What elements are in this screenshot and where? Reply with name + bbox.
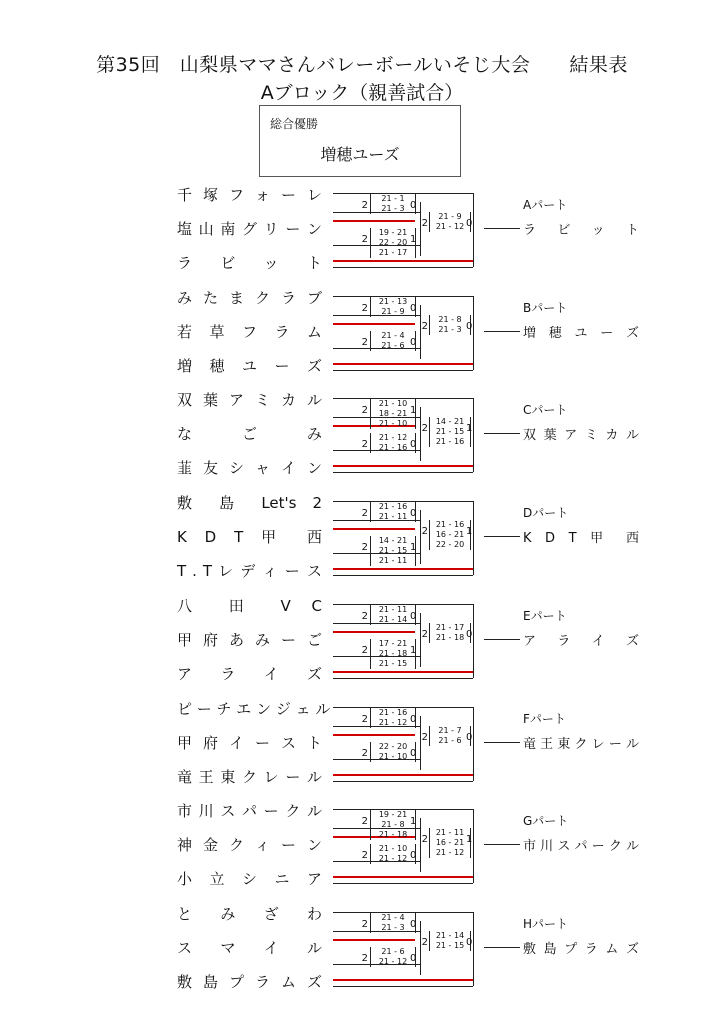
set-score: 17 - 21 [378,638,408,648]
set-score: 21 - 14 [435,930,465,940]
final-set-scores [429,623,471,643]
set-score: 21 - 12 [378,433,408,443]
part-winner: ア ラ イ ズ [523,633,639,649]
set-score: 21 - 13 [378,296,408,306]
team-name: 塩 山 南 グ リ ー ン [177,220,322,238]
match1-sets-lost: 0 [410,713,417,725]
bracket-line [420,305,421,359]
bracket-line [473,398,474,472]
match2-sets-lost: 1 [410,234,417,245]
set-score: 18 - 21 [378,409,408,419]
set-score: 21 - 11 [378,604,408,614]
match1-sets-lost: 1 [410,816,417,828]
bracket-line [420,716,421,770]
final-sets-won: 2 [421,218,428,229]
match1-sets-lost: 0 [410,508,417,520]
page-subtitle: Aブロック（親善試合） [260,82,464,104]
set-score: 21 - 4 [381,912,405,922]
bracket-line [473,501,474,575]
winner-connector [484,331,520,332]
part-label: Fパート [523,711,566,726]
match1-sets-won: 2 [361,200,368,211]
set-score: 19 - 21 [378,228,408,237]
set-score: 21 - 15 [435,427,465,437]
final-set-scores [429,828,471,858]
winner-connector [484,947,520,948]
set-score: 21 - 8 [438,314,462,324]
team-name: 市 川 ス パ ー ク ル [177,802,322,821]
set-score: 19 - 21 [378,810,408,820]
bracket-line [333,883,473,884]
set-score: 21 - 10 [378,399,408,409]
result-mark [333,528,415,530]
match2-sets-won: 2 [361,850,368,862]
team-name: 八 田 V C [177,596,322,615]
final-set-scores [429,315,471,335]
final-sets-lost: 1 [466,526,473,538]
final-sets-lost: 0 [466,320,473,332]
set-score: 21 - 17 [378,248,408,257]
set-score: 21 - 16 [435,437,465,447]
result-mark [333,734,415,736]
winner-connector [484,742,520,743]
set-score: 21 - 9 [381,306,405,316]
set-score: 21 - 12 [378,854,408,864]
set-score: 21 - 7 [438,725,462,735]
team-name: み た ま ク ラ ブ [177,288,322,307]
match1-sets-won: 2 [361,302,368,314]
team-name: 韮 友 シ ャ イ ン [177,459,322,478]
final-set-scores [429,726,471,746]
part-label: Aパート [523,198,568,212]
match1-sets-won: 2 [361,508,368,520]
set-score: 16 - 21 [435,838,465,848]
bracket-line [333,472,473,473]
set-score: 21 - 11 [378,512,408,522]
winner-connector [484,536,520,537]
set-score: 21 - 3 [381,922,405,932]
match1-sets-lost: 0 [410,610,417,622]
match2-sets-lost: 0 [410,952,417,964]
part-label: Bパート [523,300,568,315]
match2-sets-won: 2 [361,234,368,245]
team-name: な ご み [177,425,322,444]
team-name: ラ ビ ッ ト [177,254,322,272]
bracket-line [333,370,473,371]
result-mark [333,220,415,222]
winner-connector [484,639,520,640]
team-name: ピ ー チ エ ン ジ ェ ル [177,699,331,718]
bracket-line [473,296,474,370]
match1-sets-won: 2 [361,816,368,828]
set-score: 21 - 12 [435,222,465,231]
bracket-line [473,912,474,986]
match1-sets-lost: 0 [410,918,417,930]
bracket-line [473,193,474,267]
final-sets-lost: 1 [466,423,473,435]
part-winner: 竜 王 東 ク レ ー ル [523,736,639,752]
final-sets-won: 2 [421,731,428,743]
team-name: 千 塚 フ ォ ー レ [177,186,322,204]
final-sets-won: 2 [421,834,428,846]
result-mark [333,939,415,941]
set-score: 21 - 3 [381,204,405,213]
match1-sets-won: 2 [361,405,368,417]
part-winner: 市 川 ス パ ー ク ル [523,839,639,855]
final-set-scores [429,931,471,951]
set-score: 14 - 21 [378,536,408,546]
match2-sets-lost: 0 [410,747,417,759]
bracket-line [333,986,473,987]
result-mark [333,876,473,878]
final-set-scores [429,212,471,232]
set-score: 21 - 11 [435,828,465,838]
final-sets-won: 2 [421,526,428,538]
team-name: 甲 府 あ み ー ご [177,630,322,649]
set-score: 21 - 16 [378,502,408,512]
set-score: 21 - 18 [378,830,408,840]
overall-label: 総合優勝 [270,117,319,131]
bracket-line [420,613,421,667]
match2-sets-won: 2 [361,439,368,451]
result-mark [333,323,415,325]
final-sets-lost: 0 [466,936,473,948]
part-label: Hパート [523,916,569,931]
set-score: 22 - 20 [378,238,408,247]
result-mark [333,979,473,981]
match1-sets-lost: 0 [410,200,417,211]
set-score: 14 - 21 [435,417,465,427]
set-score: 21 - 6 [438,735,462,745]
match2-sets-lost: 1 [410,644,417,656]
part-winner: 双 葉 ア ミ カ ル [523,428,639,444]
team-name: と み ざ わ [177,904,322,923]
final-sets-lost: 0 [466,628,473,640]
set-score: 21 - 9 [438,212,462,221]
match1-sets-won: 2 [361,713,368,725]
set-score: 21 - 14 [378,614,408,624]
team-name: 双 葉 ア ミ カ ル [177,391,322,410]
match2-sets-won: 2 [361,542,368,554]
result-mark [333,465,473,467]
final-sets-won: 2 [421,936,428,948]
set-score: 21 - 15 [378,658,408,668]
set-score: 21 - 10 [378,419,408,429]
final-set-scores [429,417,471,447]
part-winner: ラ ビ ッ ト [523,223,639,238]
set-score: 21 - 16 [378,443,408,453]
bracket-line [420,921,421,975]
team-name: 神 金 ク ィ ー ン [177,836,322,855]
final-sets-lost: 0 [466,218,473,229]
bracket-line [473,809,474,883]
final-sets-lost: 0 [466,731,473,743]
bracket-line [333,678,473,679]
final-set-scores [429,520,471,550]
set-score: 21 - 12 [378,717,408,727]
set-score: 22 - 20 [378,741,408,751]
bracket-line [333,267,473,268]
match1-sets-won: 2 [361,918,368,930]
set-score: 21 - 11 [378,556,408,566]
final-sets-won: 2 [421,423,428,435]
set-score: 21 - 18 [378,648,408,658]
match1-sets-lost: 0 [410,302,417,314]
match2-sets-won: 2 [361,336,368,348]
match2-sets-won: 2 [361,952,368,964]
team-name: ア ラ イ ズ [177,664,322,683]
set-score: 21 - 10 [378,844,408,854]
bracket-line [473,604,474,678]
match2-sets-lost: 0 [410,850,417,862]
set-score: 21 - 12 [378,956,408,966]
part-label: Dパート [523,506,569,521]
final-sets-won: 2 [421,628,428,640]
set-score: 21 - 18 [435,632,465,642]
match1-sets-won: 2 [361,610,368,622]
match2-sets-lost: 0 [410,336,417,348]
team-name: 敷 島 プ ラ ム ズ [177,972,322,991]
set-score: 21 - 6 [381,946,405,956]
set-score: 22 - 20 [435,540,465,550]
team-name: 竜 王 東 ク レ ー ル [177,767,322,786]
bracket-line [420,202,421,256]
part-winner: 敷 島 プ ラ ム ズ [523,941,639,957]
overall-winner-box [259,105,461,177]
team-name: 敷 島 Let's 2 [177,494,322,513]
winner-connector [484,228,520,229]
bracket-line [333,781,473,782]
match2-sets-won: 2 [361,644,368,656]
team-name: 甲 府 イ ー ス ト [177,733,322,752]
winner-connector [484,844,520,845]
part-winner: K D T 甲 西 [523,531,639,547]
team-name: 若 草 フ ラ ム [177,322,322,341]
result-mark [333,363,473,365]
final-sets-lost: 1 [466,834,473,846]
set-score: 21 - 10 [378,751,408,761]
match1-sets-lost: 1 [410,405,417,417]
final-sets-won: 2 [421,320,428,332]
bracket-line [333,575,473,576]
bracket-line [420,818,421,872]
overall-winner: 増穂ユーズ [320,145,400,164]
set-score: 21 - 6 [381,340,405,350]
bracket-line [420,407,421,461]
match2-sets-won: 2 [361,747,368,759]
set-score: 21 - 4 [381,330,405,340]
set-score: 21 - 16 [435,520,465,530]
match2-sets-lost: 1 [410,542,417,554]
part-label: Cパート [523,403,568,418]
set-score: 21 - 8 [381,820,405,830]
set-score: 21 - 12 [435,848,465,858]
set-score: 16 - 21 [435,530,465,540]
bracket-line [473,707,474,781]
result-mark [333,631,415,633]
page-title: 第35回 山梨県ママさんバレーボールいそじ大会 結果表 [96,54,628,76]
team-name: ス マ イ ル [177,938,322,957]
result-mark [333,568,473,570]
team-name: 増 穂 ユ ー ズ [177,356,322,375]
team-name: T . T レ デ ィ ー ス [177,562,322,581]
bracket-line [420,510,421,564]
set-score: 21 - 16 [378,707,408,717]
match2-sets-lost: 0 [410,439,417,451]
result-mark [333,260,473,262]
set-score: 21 - 15 [435,940,465,950]
winner-connector [484,433,520,434]
team-name: K D T 甲 西 [177,528,322,547]
part-label: Eパート [523,608,567,623]
set-score: 21 - 15 [378,546,408,556]
part-label: Gパート [523,814,569,829]
team-name: 小 立 シ ニ ア [177,870,322,889]
set-score: 21 - 17 [435,622,465,632]
part-winner: 増 穂 ユ ー ズ [523,325,639,341]
result-mark [333,774,473,776]
set-score: 21 - 3 [438,324,462,334]
result-mark [333,671,473,673]
set-score: 21 - 1 [381,194,405,203]
